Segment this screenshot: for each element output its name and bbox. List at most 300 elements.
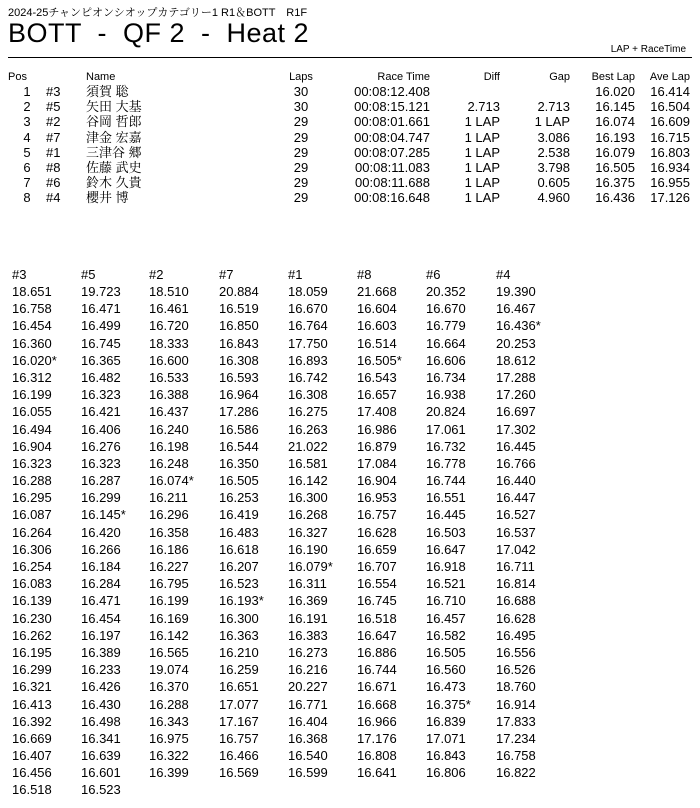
lap-time: 16.368 xyxy=(288,730,328,746)
best-lap: 16.505 xyxy=(595,160,635,176)
lap-time: 16.808 xyxy=(357,748,397,764)
lap-time: 17.176 xyxy=(357,730,397,746)
lap-time: 16.190 xyxy=(288,541,328,557)
ave-lap: 16.504 xyxy=(650,99,690,115)
lap-time: 16.447 xyxy=(496,490,536,506)
title-divider xyxy=(8,57,692,58)
result-row xyxy=(8,145,690,160)
ave-lap: 16.955 xyxy=(650,175,690,191)
laps: 29 xyxy=(293,160,309,176)
lap-column xyxy=(288,266,358,781)
lap-time: 16.426 xyxy=(81,679,121,695)
lap-time: 16.601 xyxy=(81,765,121,781)
lap-time: 16.523 xyxy=(81,782,121,798)
lap-time: 16.253 xyxy=(219,490,259,506)
race-time: 00:08:16.648 xyxy=(354,190,430,206)
lap-time: 16.503 xyxy=(426,524,466,540)
lap-time: 16.186 xyxy=(149,541,189,557)
driver-name: 鈴木 久貴 xyxy=(86,175,142,191)
results-body xyxy=(8,84,690,206)
lap-time: 16.369 xyxy=(288,593,328,609)
col-gap: Gap xyxy=(549,71,570,83)
lap-time: 16.341 xyxy=(81,730,121,746)
lap-time: 16.543 xyxy=(357,369,397,385)
lap-time: 16.744 xyxy=(426,473,466,489)
lap-time: 16.647 xyxy=(357,627,397,643)
lap-time: 16.413 xyxy=(12,696,52,712)
driver-name: 谷岡 哲郎 xyxy=(86,114,142,130)
lap-time: 16.420 xyxy=(81,524,121,540)
lap-time: 16.079* xyxy=(288,559,333,574)
lap-time: 16.569 xyxy=(219,765,259,781)
lap-time: 17.234 xyxy=(496,730,536,746)
lap-time: 16.392 xyxy=(12,713,52,729)
lap-time: 16.020* xyxy=(12,352,57,368)
lap-time: 17.167 xyxy=(219,713,259,729)
lap-time: 16.599 xyxy=(288,765,328,781)
lap-time: 16.473 xyxy=(426,679,466,695)
lap-time: 18.612 xyxy=(496,352,536,368)
best-lap: 16.145 xyxy=(595,99,635,115)
col-ave-lap: Ave Lap xyxy=(649,71,690,83)
race-time: 00:08:07.285 xyxy=(354,144,430,160)
lap-time: 16.350 xyxy=(219,455,259,471)
lap-time: 16.744 xyxy=(357,662,397,678)
lap-column-header: #3 xyxy=(12,267,27,282)
results-header-row xyxy=(8,70,690,84)
lap-time: 16.839 xyxy=(426,713,466,729)
lap-time: 16.556 xyxy=(496,644,536,660)
diff xyxy=(430,84,500,99)
lap-time: 16.322 xyxy=(149,748,189,764)
lap-time: 19.074 xyxy=(149,662,189,678)
lap-time: 16.603 xyxy=(357,318,397,334)
lap-time: 16.055 xyxy=(12,404,52,420)
lap-time: 16.288 xyxy=(12,473,52,489)
lap-time: 16.518 xyxy=(357,610,397,626)
lap-time: 16.742 xyxy=(288,369,328,385)
diff: 1 LAP xyxy=(464,160,500,176)
result-row xyxy=(8,84,690,99)
lap-time: 16.227 xyxy=(149,559,189,574)
best-lap: 16.074 xyxy=(595,114,635,130)
lap-time: 16.263 xyxy=(288,421,328,437)
best-lap: 16.375 xyxy=(595,175,635,191)
lap-time: 16.518 xyxy=(12,782,52,798)
lap-time: 16.306 xyxy=(12,541,52,557)
lap-time: 16.388 xyxy=(149,387,189,403)
driver-name: 津金 宏嘉 xyxy=(86,129,142,145)
lap-time: 16.198 xyxy=(149,438,189,454)
pos: 3 xyxy=(23,114,31,130)
lap-time: 16.953 xyxy=(357,490,397,506)
lap-time: 16.734 xyxy=(426,369,466,385)
car-number: #2 xyxy=(46,114,61,130)
lap-time: 16.505 xyxy=(219,473,259,489)
lap-time: 16.296 xyxy=(149,507,189,523)
lap-time: 16.732 xyxy=(426,438,466,454)
gap: 2.538 xyxy=(537,144,570,160)
lap-time: 16.254 xyxy=(12,559,52,574)
lap-time: 16.745 xyxy=(357,593,397,609)
lap-time: 17.750 xyxy=(288,335,328,351)
pos: 5 xyxy=(23,144,31,160)
result-row xyxy=(8,175,690,190)
best-lap: 16.079 xyxy=(595,144,635,160)
lap-time: 17.408 xyxy=(357,404,397,420)
lap-time: 16.273 xyxy=(288,644,328,660)
col-diff: Diff xyxy=(483,71,500,83)
lap-time: 16.659 xyxy=(357,541,397,557)
lap-time: 16.327 xyxy=(288,524,328,540)
lap-time: 16.436* xyxy=(496,318,541,334)
lap-time: 20.253 xyxy=(496,335,536,351)
lap-time: 16.495 xyxy=(496,627,536,643)
lap-time: 16.521 xyxy=(426,576,466,592)
lap-time: 16.142 xyxy=(149,627,189,643)
lap-time: 16.710 xyxy=(426,593,466,609)
lap-time: 16.321 xyxy=(12,679,52,695)
laps: 29 xyxy=(293,129,309,145)
car-number: #4 xyxy=(46,190,61,206)
lap-time: 17.833 xyxy=(496,713,536,729)
lap-time: 16.300 xyxy=(219,610,259,626)
lap-time: 16.527 xyxy=(496,507,536,523)
lap-time: 16.456 xyxy=(12,765,52,781)
lap-time: 16.145* xyxy=(81,507,126,523)
lap-time: 16.688 xyxy=(496,593,536,609)
lap-time: 17.260 xyxy=(496,387,536,403)
car-number: #3 xyxy=(46,84,61,99)
gap: 2.713 xyxy=(537,99,570,115)
lap-column xyxy=(81,266,151,799)
lap-time: 16.814 xyxy=(496,576,536,592)
driver-name: 佐藤 武史 xyxy=(86,160,142,176)
lap-time: 16.083 xyxy=(12,576,52,592)
diff: 1 LAP xyxy=(464,129,500,145)
lap-time: 16.764 xyxy=(288,318,328,334)
lap-time: 16.421 xyxy=(81,404,121,420)
lap-time: 16.843 xyxy=(219,335,259,351)
lap-time: 17.061 xyxy=(426,421,466,437)
result-row xyxy=(8,130,690,145)
lap-time: 16.565 xyxy=(149,644,189,660)
lap-time: 16.358 xyxy=(149,524,189,540)
laps: 29 xyxy=(293,114,309,130)
diff: 1 LAP xyxy=(464,175,500,191)
lap-time: 16.406 xyxy=(81,421,121,437)
lap-time: 16.822 xyxy=(496,765,536,781)
lap-column xyxy=(426,266,496,781)
gap xyxy=(500,84,570,99)
lap-time: 16.311 xyxy=(288,576,327,592)
lap-time: 16.766 xyxy=(496,455,536,471)
lap-time: 16.647 xyxy=(426,541,466,557)
race-time: 00:08:01.661 xyxy=(354,114,430,130)
lap-time: 16.670 xyxy=(288,301,328,317)
lap-time: 16.795 xyxy=(149,576,189,592)
lap-time: 16.657 xyxy=(357,387,397,403)
lap-time: 16.554 xyxy=(357,576,397,592)
lap-time: 16.533 xyxy=(149,369,189,385)
lap-time: 16.526 xyxy=(496,662,536,678)
result-row xyxy=(8,190,690,205)
car-number: #5 xyxy=(46,99,61,115)
lap-time: 16.440 xyxy=(496,473,536,489)
lap-time: 16.505 xyxy=(426,644,466,660)
lap-time: 16.199 xyxy=(149,593,189,609)
driver-name: 櫻井 博 xyxy=(86,190,129,206)
lap-time: 16.312 xyxy=(12,369,52,385)
lap-time: 16.467 xyxy=(496,301,536,317)
lap-time: 16.938 xyxy=(426,387,466,403)
lap-time: 16.519 xyxy=(219,301,259,317)
lap-time: 16.466 xyxy=(219,748,259,764)
lap-time: 16.628 xyxy=(496,610,536,626)
lap-time: 16.370 xyxy=(149,679,189,695)
lap-column xyxy=(219,266,289,781)
lap-time: 16.779 xyxy=(426,318,466,334)
lap-time: 16.639 xyxy=(81,748,121,764)
lap-time: 16.266 xyxy=(81,541,121,557)
col-name: Name xyxy=(86,71,116,83)
lap-time: 16.669 xyxy=(12,730,52,746)
col-laps: Laps xyxy=(289,71,313,83)
lap-time: 16.323 xyxy=(81,455,121,471)
lap-time: 16.360 xyxy=(12,335,52,351)
lap-time: 16.745 xyxy=(81,335,121,351)
lap-time: 16.618 xyxy=(219,541,259,557)
lap-time: 16.551 xyxy=(426,490,466,506)
lap-time: 16.419 xyxy=(219,507,259,523)
lap-time: 16.778 xyxy=(426,455,466,471)
lap-time: 16.498 xyxy=(81,713,121,729)
lap-time: 16.850 xyxy=(219,318,259,334)
page-title: BOTT - QF 2 - Heat 2 xyxy=(8,18,310,48)
lap-column xyxy=(357,266,427,781)
lap-time: 16.233 xyxy=(81,662,121,678)
lap-time: 16.169 xyxy=(149,610,189,626)
lap-time: 20.884 xyxy=(219,284,259,299)
result-row xyxy=(8,99,690,114)
lap-time: 16.483 xyxy=(219,524,259,540)
lap-time: 16.670 xyxy=(426,301,466,317)
lap-time: 16.276 xyxy=(81,438,121,454)
ave-lap: 16.715 xyxy=(650,129,690,145)
report-type: LAP + RaceTime xyxy=(610,44,686,55)
lap-time: 16.343 xyxy=(149,713,189,729)
lap-column xyxy=(12,266,82,799)
diff: 2.713 xyxy=(467,99,500,115)
lap-time: 18.059 xyxy=(288,284,328,299)
car-number: #1 xyxy=(46,144,61,160)
lap-time: 16.757 xyxy=(357,507,397,523)
car-number: #8 xyxy=(46,160,61,176)
lap-time: 16.582 xyxy=(426,627,466,643)
lap-column xyxy=(496,266,566,781)
lap-time: 18.760 xyxy=(496,679,536,695)
ave-lap: 17.126 xyxy=(650,190,690,206)
lap-time: 16.628 xyxy=(357,524,397,540)
gap: 1 LAP xyxy=(534,114,570,130)
lap-time: 16.697 xyxy=(496,404,536,420)
lap-time: 16.544 xyxy=(219,438,259,454)
race-time: 00:08:15.121 xyxy=(354,99,430,115)
pos: 6 xyxy=(23,160,31,176)
lap-time: 16.262 xyxy=(12,627,52,643)
lap-time: 16.964 xyxy=(219,387,259,403)
lap-time: 16.287 xyxy=(81,473,121,489)
lap-time: 16.284 xyxy=(81,576,121,592)
lap-column-header: #8 xyxy=(357,267,372,282)
lap-column-header: #7 xyxy=(219,267,234,282)
lap-time: 16.537 xyxy=(496,524,536,540)
lap-time: 16.499 xyxy=(81,318,121,334)
laps: 29 xyxy=(293,175,309,191)
race-time: 00:08:04.747 xyxy=(354,129,430,145)
lap-time: 16.914 xyxy=(496,696,536,712)
lap-time: 20.227 xyxy=(288,679,328,695)
best-lap: 16.193 xyxy=(595,129,635,145)
lap-time: 19.390 xyxy=(496,284,536,299)
lap-time: 21.668 xyxy=(357,284,397,299)
ave-lap: 16.414 xyxy=(650,84,690,99)
lap-time: 16.210 xyxy=(219,644,259,660)
diff: 1 LAP xyxy=(464,114,500,130)
col-race-time: Race Time xyxy=(377,71,430,83)
lap-time: 16.843 xyxy=(426,748,466,764)
lap-time: 16.445 xyxy=(426,507,466,523)
lap-time: 16.308 xyxy=(219,352,259,368)
lap-column-header: #1 xyxy=(288,267,303,282)
lap-time: 16.399 xyxy=(149,765,189,781)
lap-time: 16.757 xyxy=(219,730,259,746)
lap-time: 16.404 xyxy=(288,713,328,729)
lap-time: 16.641 xyxy=(357,765,397,781)
lap-time: 16.758 xyxy=(496,748,536,764)
race-time: 00:08:11.083 xyxy=(355,160,430,176)
race-time: 00:08:12.408 xyxy=(354,84,430,99)
lap-time: 16.323 xyxy=(12,455,52,471)
lap-time: 17.077 xyxy=(219,696,259,712)
car-number: #6 xyxy=(46,175,61,191)
lap-time: 18.510 xyxy=(149,284,189,299)
lap-time: 16.471 xyxy=(81,593,121,609)
lap-time: 16.375* xyxy=(426,696,471,712)
driver-name: 三津谷 郷 xyxy=(86,144,142,160)
lap-time: 16.975 xyxy=(149,730,189,746)
lap-time: 16.904 xyxy=(357,473,397,489)
lap-time: 16.482 xyxy=(81,369,121,385)
lap-time: 16.240 xyxy=(149,421,189,437)
pos: 8 xyxy=(23,190,31,206)
best-lap: 16.436 xyxy=(595,190,635,206)
lap-time: 16.494 xyxy=(12,421,52,437)
lap-time: 16.268 xyxy=(288,507,328,523)
lap-time: 16.191 xyxy=(288,610,328,626)
lap-time: 16.514 xyxy=(357,335,397,351)
gap: 3.798 xyxy=(537,160,570,176)
lap-time: 16.986 xyxy=(357,421,397,437)
gap: 4.960 xyxy=(537,190,570,206)
lap-time: 17.288 xyxy=(496,369,536,385)
lap-time: 16.142 xyxy=(288,473,328,489)
lap-time: 16.806 xyxy=(426,765,466,781)
lap-time: 16.879 xyxy=(357,438,397,454)
lap-time: 16.581 xyxy=(288,455,328,471)
lap-time: 17.071 xyxy=(426,730,466,746)
lap-time: 16.651 xyxy=(219,679,259,695)
lap-time: 16.288 xyxy=(149,696,189,712)
lap-time: 16.668 xyxy=(357,696,397,712)
lap-time: 16.671 xyxy=(357,679,397,695)
lap-time: 16.560 xyxy=(426,662,466,678)
lap-time: 21.022 xyxy=(288,438,328,454)
lap-time: 16.207 xyxy=(219,559,259,574)
result-row xyxy=(8,114,690,129)
lap-time: 16.771 xyxy=(288,696,328,712)
lap-time: 16.720 xyxy=(149,318,189,334)
laps: 30 xyxy=(293,99,309,115)
lap-time: 16.457 xyxy=(426,610,466,626)
lap-time: 16.918 xyxy=(426,559,466,574)
lap-column xyxy=(149,266,219,781)
lap-time: 16.600 xyxy=(149,352,189,368)
laps: 29 xyxy=(293,144,309,160)
gap: 0.605 xyxy=(537,175,570,191)
lap-time: 19.723 xyxy=(81,284,121,299)
ave-lap: 16.803 xyxy=(650,144,690,160)
col-pos: Pos xyxy=(8,71,27,83)
gap: 3.086 xyxy=(537,129,570,145)
lap-time: 16.454 xyxy=(81,610,121,626)
lap-time: 16.454 xyxy=(12,318,52,334)
pos: 2 xyxy=(23,99,31,115)
col-no xyxy=(46,70,86,84)
lap-time: 16.184 xyxy=(81,559,121,574)
lap-time: 16.461 xyxy=(149,301,189,317)
lap-column-header: #4 xyxy=(496,267,511,282)
lap-time: 16.299 xyxy=(12,662,52,678)
lap-time: 16.139 xyxy=(12,593,52,609)
col-best-lap: Best Lap xyxy=(591,71,635,83)
lap-time: 16.711 xyxy=(496,559,535,574)
lap-time: 16.586 xyxy=(219,421,259,437)
ave-lap: 16.609 xyxy=(650,114,690,130)
lap-time: 16.216 xyxy=(288,662,328,678)
lap-time: 16.193* xyxy=(219,593,264,609)
lap-time: 16.323 xyxy=(81,387,121,403)
lap-time: 16.523 xyxy=(219,576,259,592)
lap-time: 16.383 xyxy=(288,627,328,643)
lap-time: 16.248 xyxy=(149,455,189,471)
lap-time: 16.904 xyxy=(12,438,52,454)
ave-lap: 16.934 xyxy=(650,160,690,176)
lap-time: 16.259 xyxy=(219,662,259,678)
lap-time: 16.074* xyxy=(149,473,194,489)
lap-time: 16.505* xyxy=(357,352,402,368)
lap-time: 20.824 xyxy=(426,404,466,420)
lap-time: 16.471 xyxy=(81,301,121,317)
lap-time: 16.445 xyxy=(496,438,536,454)
lap-time: 18.333 xyxy=(149,335,189,351)
lap-time: 16.363 xyxy=(219,627,259,643)
laps: 29 xyxy=(293,190,309,206)
lap-time: 16.604 xyxy=(357,301,397,317)
lap-time: 16.886 xyxy=(357,644,397,660)
lap-time: 18.651 xyxy=(12,284,52,299)
lap-column-header: #5 xyxy=(81,267,96,282)
